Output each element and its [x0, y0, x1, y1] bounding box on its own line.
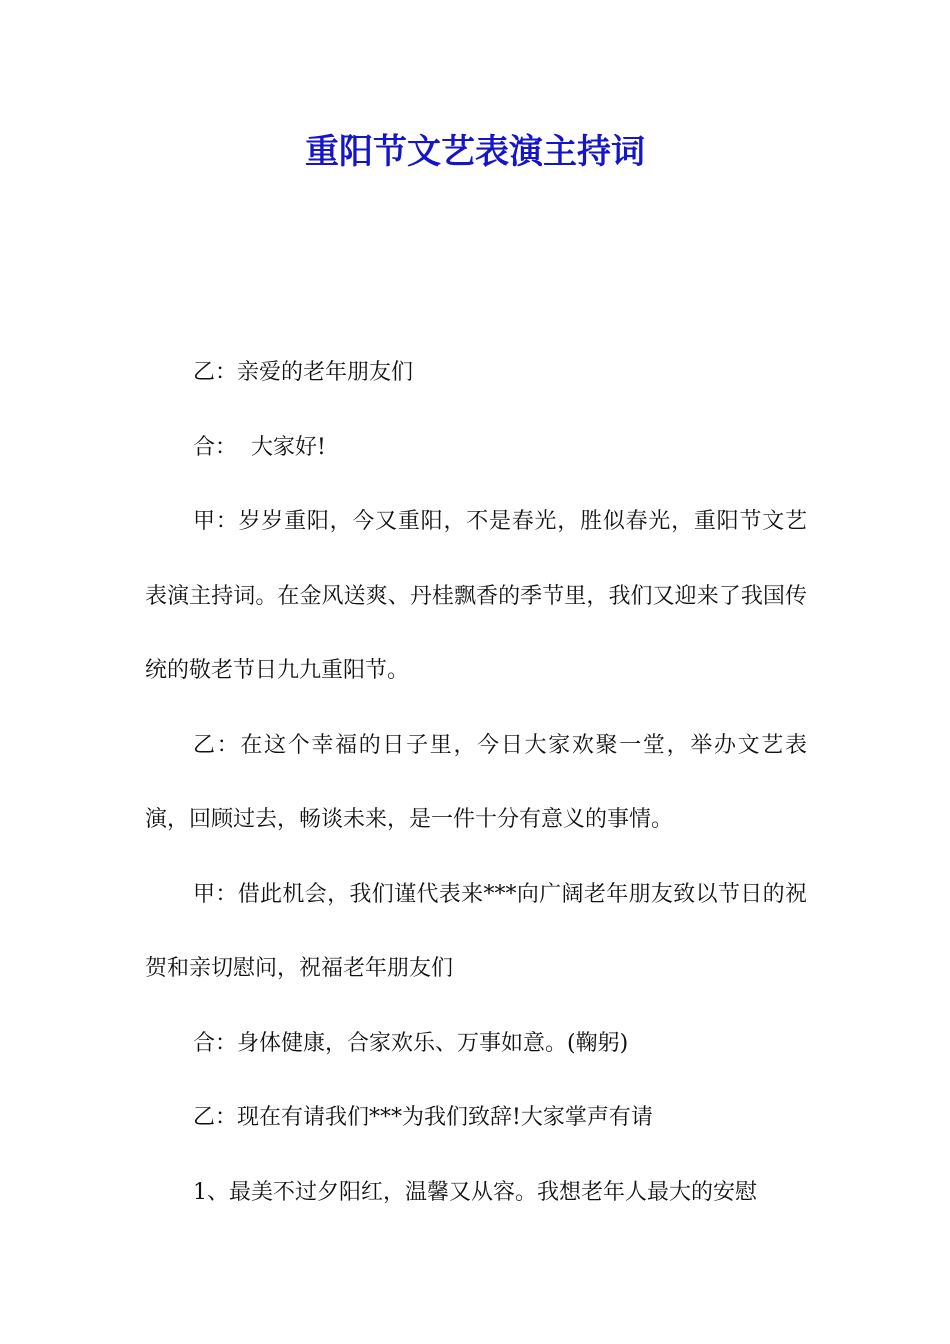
paragraph-item-1: 1、最美不过夕阳红，温馨又从容。我想老年人最大的安慰	[193, 1179, 757, 1205]
document-body	[145, 336, 807, 1230]
paragraph-greeting-yi: 乙：亲爱的老年朋友们	[193, 360, 414, 385]
paragraph-jia-greetings: 甲：借此机会，我们谨代表来***向广阔老年朋友致以节日的祝贺和亲切慰问，祝福老年朋友们	[145, 881, 807, 981]
paragraph-greeting-together: 合： 大家好!	[193, 434, 326, 460]
paragraph-together-wishes: 合：身体健康，合家欢乐、万事如意。(鞠躬)	[193, 1030, 629, 1056]
paragraph-jia-opening: 甲：岁岁重阳，今又重阳，不是春光，胜似春光，重阳节文艺表演主持词。在金风送爽、丹桂飘香的季节里，我们又迎来了我国传统的敬老节日九九重阳节。	[145, 509, 807, 683]
document-title: 重阳节文艺表演主持词	[305, 132, 645, 172]
paragraph-yi-invite: 乙：现在有请我们***为我们致辞!大家掌声有请	[193, 1105, 653, 1130]
paragraph-yi-gathering: 乙：在这个幸福的日子里，今日大家欢聚一堂，举办文艺表演，回顾过去，畅谈未来，是一件十分有意义的事情。	[145, 732, 807, 832]
